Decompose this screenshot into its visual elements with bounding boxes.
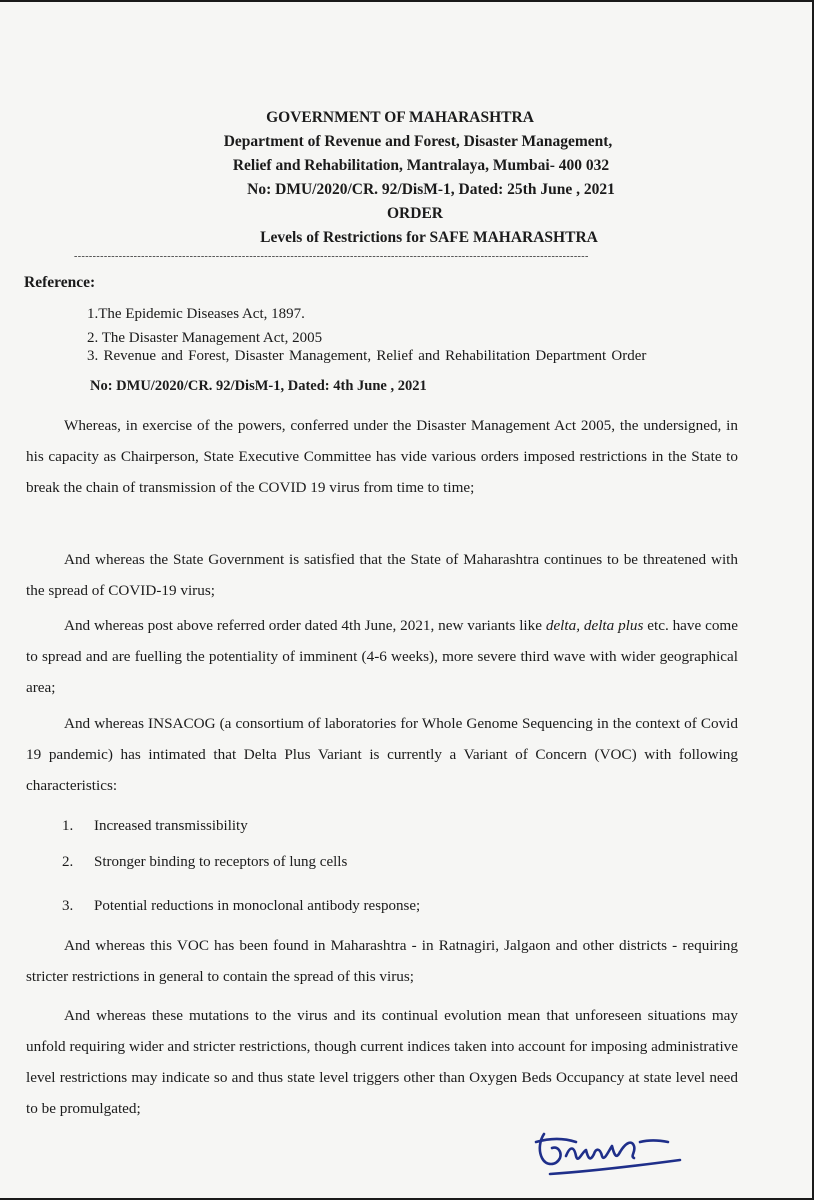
paragraph: And whereas this VOC has been found in Maharashtra - in Ratnagiri, Jalgaon and other districts - requiring stricter restrictions in general to contain the spread of this virus; — [26, 937, 738, 985]
document-page — [0, 2, 812, 1198]
reference-item: 1.The Epidemic Diseases Act, 1897. — [87, 306, 305, 322]
reference-order-number: No: DMU/2020/CR. 92/DisM-1, Dated: 4th June , 2021 — [90, 378, 427, 394]
government-title: GOVERNMENT OF MAHARASHTRA — [266, 109, 534, 126]
paragraph: And whereas the State Government is satisfied that the State of Maharashtra continues to be threatened with the spread of COVID-19 virus; — [26, 551, 738, 599]
document-header — [0, 106, 812, 250]
order-subject: Levels of Restrictions for SAFE MAHARASHTRA — [260, 229, 598, 246]
list-item: 3. Potential reductions in monoclonal antibody response; — [62, 898, 421, 914]
list-item: 2. Stronger binding to receptors of lung cells — [62, 854, 348, 870]
signature — [530, 1116, 710, 1186]
dashed-divider: ------------------------------------------------------------------------------------------------------------------------------------------ — [74, 252, 589, 262]
reference-item: 2. The Disaster Management Act, 2005 — [87, 330, 323, 346]
signature-strokes — [536, 1134, 680, 1174]
order-title: ORDER — [387, 205, 443, 222]
department-address: Relief and Rehabilitation, Mantralaya, Mumbai- 400 032 — [232, 157, 610, 174]
paragraph: And whereas post above referred order dated 4th June, 2021, new variants like delta, delta plus etc. have come to spread and are fuelling the potentiality of imminent (4-6 weeks), more severe third wave with wider geographical area; — [26, 617, 738, 696]
order-number: No: DMU/2020/CR. 92/DisM-1, Dated: 25th June , 2021 — [247, 181, 615, 198]
department-name: Department of Revenue and Forest, Disaster Management, — [223, 133, 613, 150]
paragraph: And whereas these mutations to the virus and its continual evolution mean that unforeseen situations may unfold requiring wider and stricter restrictions, though current indices taken into account for imposing administrative level restrictions may indicate so and thus state level triggers other than Oxygen Beds Occupancy at state level need to be promulgated; — [26, 1007, 738, 1117]
paragraph: Whereas, in exercise of the powers, conferred under the Disaster Management Act 2005, the undersigned, in his capacity as Chairperson, State Executive Committee has vide various orders imposed restrictions in the State to break the chain of transmission of the COVID 19 virus from time to time; — [26, 417, 738, 496]
paragraph: And whereas INSACOG (a consortium of laboratories for Whole Genome Sequencing in the context of Covid 19 pandemic) has intimated that Delta Plus Variant is currently a Variant of Concern (VOC) with following characteristics: — [26, 715, 738, 794]
variant-names: delta, delta plus — [545, 617, 644, 634]
list-item: 1. Increased transmissibility — [62, 818, 248, 834]
reference-item: 3. Revenue and Forest, Disaster Management, Relief and Rehabilitation Department Order — [87, 348, 647, 364]
reference-heading: Reference: — [24, 274, 96, 291]
